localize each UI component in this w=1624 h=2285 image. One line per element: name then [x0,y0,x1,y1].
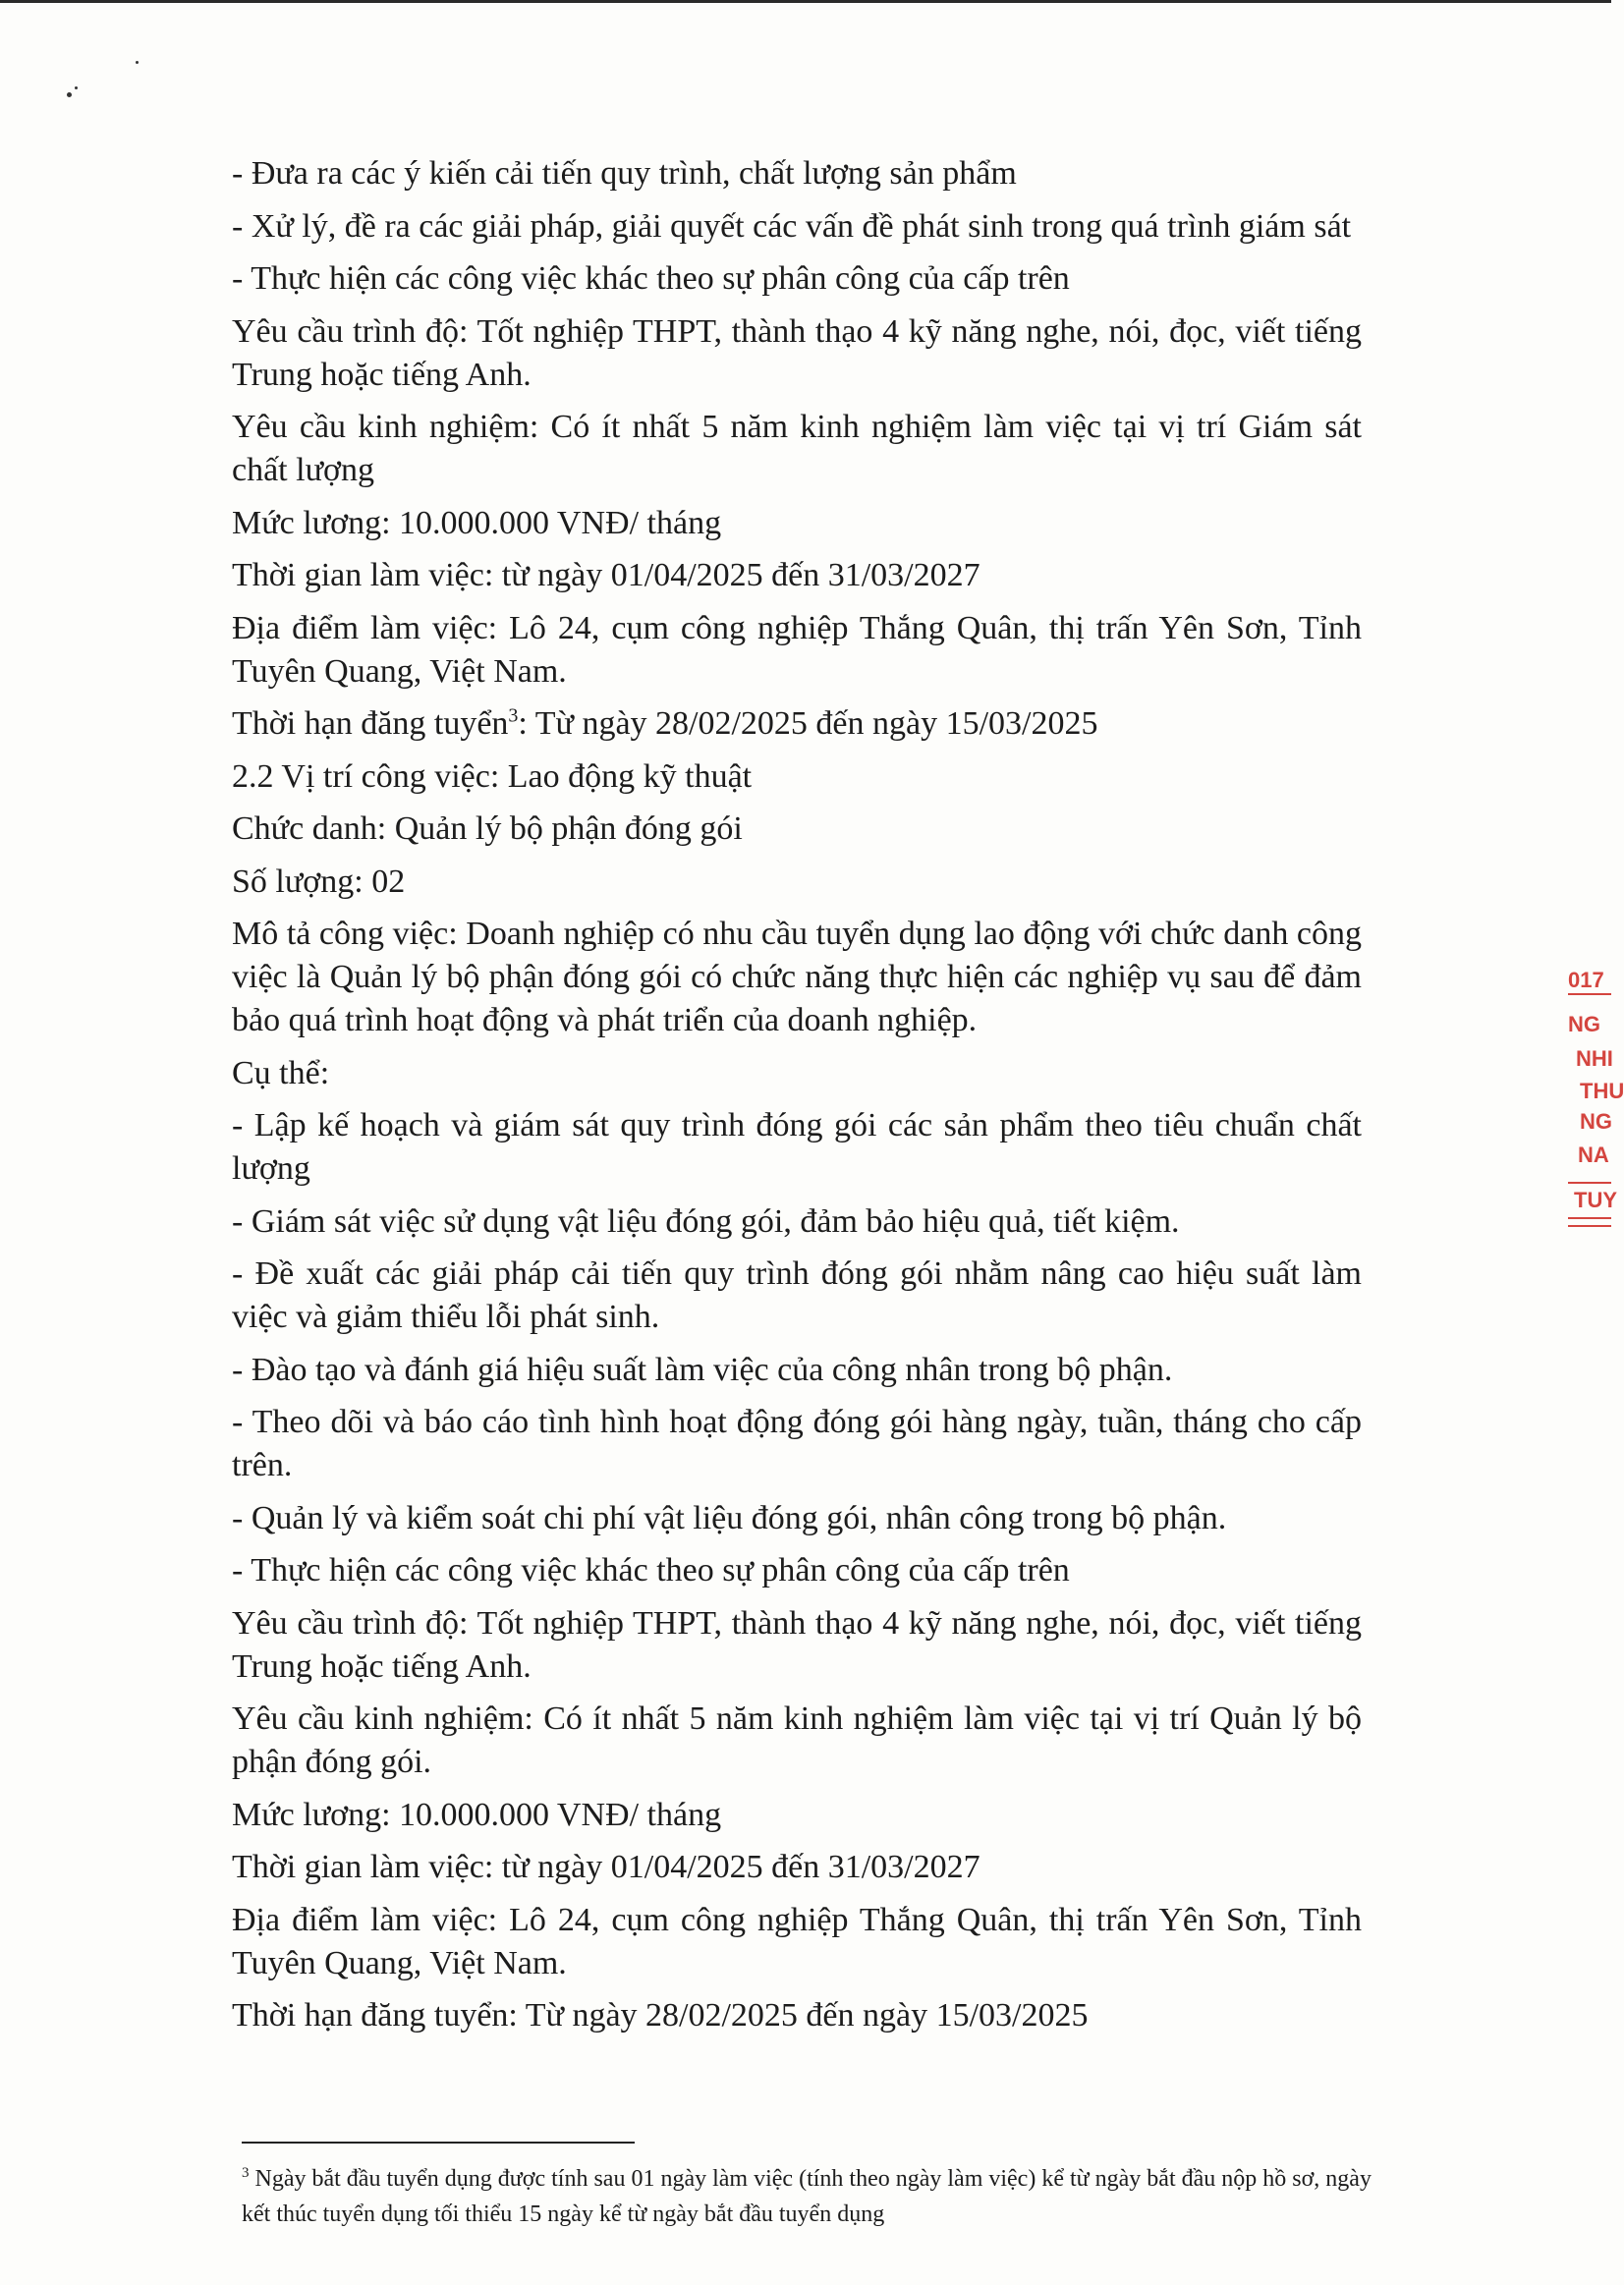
stamp-rule [1568,1225,1611,1227]
scan-speck [67,86,77,96]
salary-line: Mức lương: 10.000.000 VNĐ/ tháng [232,1796,722,1833]
stamp-rule [1568,993,1611,995]
bullet-line: - Giám sát việc sử dụng vật liệu đóng gói, đảm bảo hiệu quả, tiết kiệm. [232,1202,1180,1240]
job-title-line: Chức danh: Quản lý bộ phận đóng gói [232,810,743,847]
red-seal-stamp [1568,968,1624,1253]
bullet-line: - Xử lý, đề ra các giải pháp, giải quyết các vấn đề phát sinh trong quá trình giám sát [232,207,1352,245]
work-period-line: Thời gian làm việc: từ ngày 01/04/2025 đến 31/03/2027 [232,1849,980,1885]
experience-requirement: Yêu cầu kinh nghiệm: Có ít nhất 5 năm kinh nghiệm làm việc tại vị trí Giám sát chất lượng [232,409,1362,488]
job-description: Mô tả công việc: Doanh nghiệp có nhu cầu tuyển dụng lao động với chức danh công việc là Quản lý bộ phận đóng gói có chức năng thực hiện các nghiệp vụ sau để đảm bảo quá trình hoạt động và phát triển của doanh nghiệp. [232,916,1362,1038]
bullet-line: - Lập kế hoạch và giám sát quy trình đóng gói các sản phẩm theo tiêu chuẩn chất lượng [232,1107,1362,1187]
section-heading: 2.2 Vị trí công việc: Lao động kỹ thuật [232,757,753,795]
stamp-text: TUY [1574,1188,1617,1212]
bullet-line: - Đề xuất các giải pháp cải tiến quy trình đóng gói nhằm nâng cao hiệu suất làm việc và giảm thiểu lỗi phát sinh. [232,1255,1362,1335]
recruitment-deadline-line [232,702,1470,746]
footnote [242,2161,1381,2232]
scan-top-edge [0,0,1611,3]
stamp-text: NHI [1576,1046,1613,1071]
stamp-text: NG [1580,1109,1612,1134]
bullet-line: - Đào tạo và đánh giá hiệu suất làm việc của công nhân trong bộ phận. [232,1351,1173,1388]
details-heading: Cụ thể: [232,1054,330,1091]
quantity-line: Số lượng: 02 [232,863,406,900]
qualification-requirement: Yêu cầu trình độ: Tốt nghiệp THPT, thành thạo 4 kỹ năng nghe, nói, đọc, viết tiếng Trung hoặc tiếng Anh. [232,312,1362,393]
work-location-line: Địa điểm làm việc: Lô 24, cụm công nghiệp Thắng Quân, thị trấn Yên Sơn, Tỉnh Tuyên Quang, Việt Nam. [232,609,1362,690]
stamp-rule [1568,1217,1611,1219]
qualification-requirement: Yêu cầu trình độ: Tốt nghiệp THPT, thành thạo 4 kỹ năng nghe, nói, đọc, viết tiếng Trung hoặc tiếng Anh. [232,1604,1362,1685]
bullet-line: - Thực hiện các công việc khác theo sự phân công của cấp trên [232,260,1070,297]
bullet-line: - Quản lý và kiểm soát chi phí vật liệu đóng gói, nhân công trong bộ phận. [232,1499,1227,1536]
recruitment-deadline-line: Thời hạn đăng tuyển: Từ ngày 28/02/2025 đến ngày 15/03/2025 [232,1997,1089,2034]
footnote-mark: 3 [242,2165,250,2181]
bullet-line: - Thực hiện các công việc khác theo sự phân công của cấp trên [232,1552,1070,1588]
stamp-text: THU [1580,1079,1624,1103]
footnote-ref: 3 [508,704,519,727]
bullet-line: - Theo dõi và báo cáo tình hình hoạt động đóng gói hàng ngày, tuần, tháng cho cấp trên. [232,1404,1362,1483]
bullet-line: - Đưa ra các ý kiến cải tiến quy trình, chất lượng sản phẩm [232,155,1017,192]
footnote-separator [242,2142,635,2144]
stamp-text: NG [1568,1012,1600,1036]
deadline-dates: : Từ ngày 28/02/2025 đến ngày 15/03/2025 [518,705,1098,742]
stamp-text: 017 [1568,968,1604,992]
stamp-rule [1568,1182,1611,1184]
salary-line: Mức lương: 10.000.000 VNĐ/ tháng [232,504,722,541]
document-body [232,152,1470,2047]
footnote-text: Ngày bắt đầu tuyển dụng được tính sau 01 ngày làm việc (tính theo ngày làm việc) kể từ ngày bắt đầu nộp hồ sơ, ngày kết thúc tuyển dụng tối thiểu 15 ngày kể từ ngày bắt đầu tuyển dụng [242,2166,1372,2227]
experience-requirement: Yêu cầu kinh nghiệm: Có ít nhất 5 năm kinh nghiệm làm việc tại vị trí Quản lý bộ phận đóng gói. [232,1700,1362,1780]
stamp-text: NA [1578,1142,1609,1167]
work-period-line: Thời gian làm việc: từ ngày 01/04/2025 đến 31/03/2027 [232,557,980,593]
work-location-line: Địa điểm làm việc: Lô 24, cụm công nghiệp Thắng Quân, thị trấn Yên Sơn, Tỉnh Tuyên Quang, Việt Nam. [232,1901,1362,1981]
deadline-label: Thời hạn đăng tuyển [232,705,509,742]
